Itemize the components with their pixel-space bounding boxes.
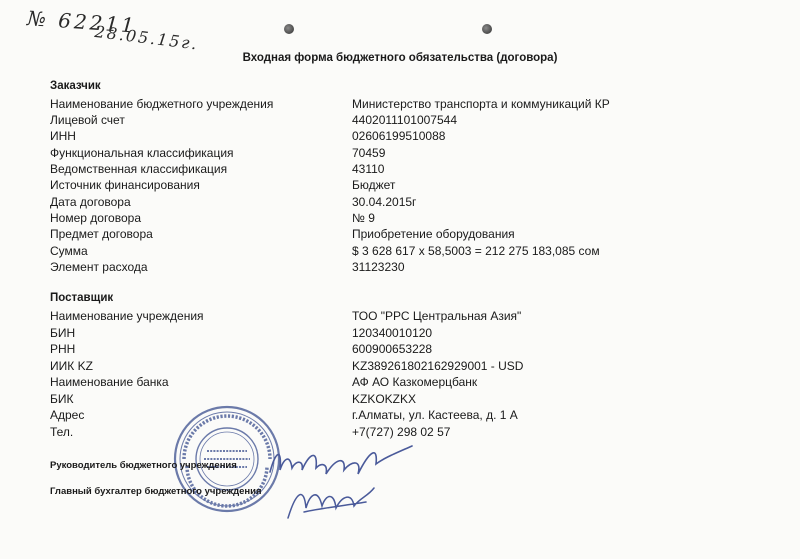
- field-value: Приобретение оборудования: [352, 227, 515, 241]
- supplier-row: [50, 407, 770, 423]
- field-value: 4402011101007544: [352, 113, 457, 127]
- customer-row: [50, 145, 770, 161]
- customer-row: [50, 259, 770, 275]
- field-label: Функциональная классификация: [50, 146, 234, 160]
- customer-row: [50, 128, 770, 144]
- field-value: 31123230: [352, 260, 405, 274]
- accountant-signature-icon: [282, 478, 382, 526]
- field-value: 600900653228: [352, 342, 433, 356]
- head-signature-label: Руководитель бюджетного учреждения: [50, 460, 237, 471]
- supplier-row: [50, 358, 770, 374]
- customer-row: [50, 194, 770, 210]
- field-label: Лицевой счет: [50, 113, 125, 127]
- field-value: 70459: [352, 146, 386, 160]
- field-label: Адрес: [50, 408, 85, 422]
- customer-row: [50, 112, 770, 128]
- field-value: +7(727) 298 02 57: [352, 425, 451, 439]
- customer-row: [50, 243, 770, 259]
- customer-row: [50, 226, 770, 242]
- field-value: 43110: [352, 162, 385, 176]
- field-label: Дата договора: [50, 195, 131, 209]
- document-title: Входная форма бюджетного обязательства (договора): [242, 52, 558, 64]
- handwritten-registration-number: № 62211: [26, 6, 138, 38]
- supplier-row: [50, 341, 770, 357]
- handwritten-registration-date: 28.05.15г.: [93, 22, 200, 54]
- field-label: РНН: [50, 342, 76, 356]
- field-label: Источник финансирования: [50, 178, 200, 192]
- supplier-row: [50, 391, 770, 407]
- field-label: БИК: [50, 392, 74, 406]
- field-value: KZKOKZKX: [352, 392, 417, 406]
- field-value: $ 3 628 617 х 58,5003 = 212 275 183,085 сом: [352, 244, 600, 258]
- field-label: Наименование учреждения: [50, 309, 204, 323]
- customer-row: [50, 210, 770, 226]
- field-label: ИНН: [50, 129, 76, 143]
- field-value: ТОО "РРС Центральная Азия": [352, 309, 522, 323]
- accountant-signature-label: Главный бухгалтер бюджетного учреждения: [50, 486, 262, 497]
- field-value: 02606199510088: [352, 129, 446, 143]
- customer-row: [50, 96, 770, 112]
- customer-row: [50, 161, 770, 177]
- field-value: № 9: [352, 211, 375, 225]
- field-label: Предмет договора: [50, 227, 153, 241]
- field-label: БИН: [50, 326, 76, 340]
- customer-row: [50, 177, 770, 193]
- field-value: Бюджет: [352, 178, 396, 192]
- supplier-row: [50, 325, 770, 341]
- customer-heading: Заказчик: [50, 80, 101, 92]
- supplier-row: [50, 374, 770, 390]
- field-label: Ведомственная классификация: [50, 162, 228, 176]
- field-value: 30.04.2015г: [352, 195, 417, 209]
- field-value: KZ389261802162929001 - USD: [352, 359, 524, 373]
- field-label: Наименование банка: [50, 375, 169, 389]
- field-value: Министерство транспорта и коммуникаций КР: [352, 97, 610, 111]
- field-label: Элемент расхода: [50, 260, 148, 274]
- supplier-row: [50, 308, 770, 324]
- field-value: АФ АО Казкомерцбанк: [352, 375, 478, 389]
- field-label: ИИК KZ: [50, 359, 93, 373]
- field-value: г.Алматы, ул. Кастеева, д. 1 А: [352, 408, 518, 422]
- field-label: Сумма: [50, 244, 88, 258]
- supplier-heading: Поставщик: [50, 292, 114, 304]
- field-label: Тел.: [50, 425, 74, 439]
- supplier-row: [50, 424, 770, 440]
- field-label: Номер договора: [50, 211, 141, 225]
- punch-hole-icon: [284, 24, 294, 34]
- field-value: 120340010120: [352, 326, 433, 340]
- punch-hole-icon: [482, 24, 492, 34]
- field-label: Наименование бюджетного учреждения: [50, 97, 274, 111]
